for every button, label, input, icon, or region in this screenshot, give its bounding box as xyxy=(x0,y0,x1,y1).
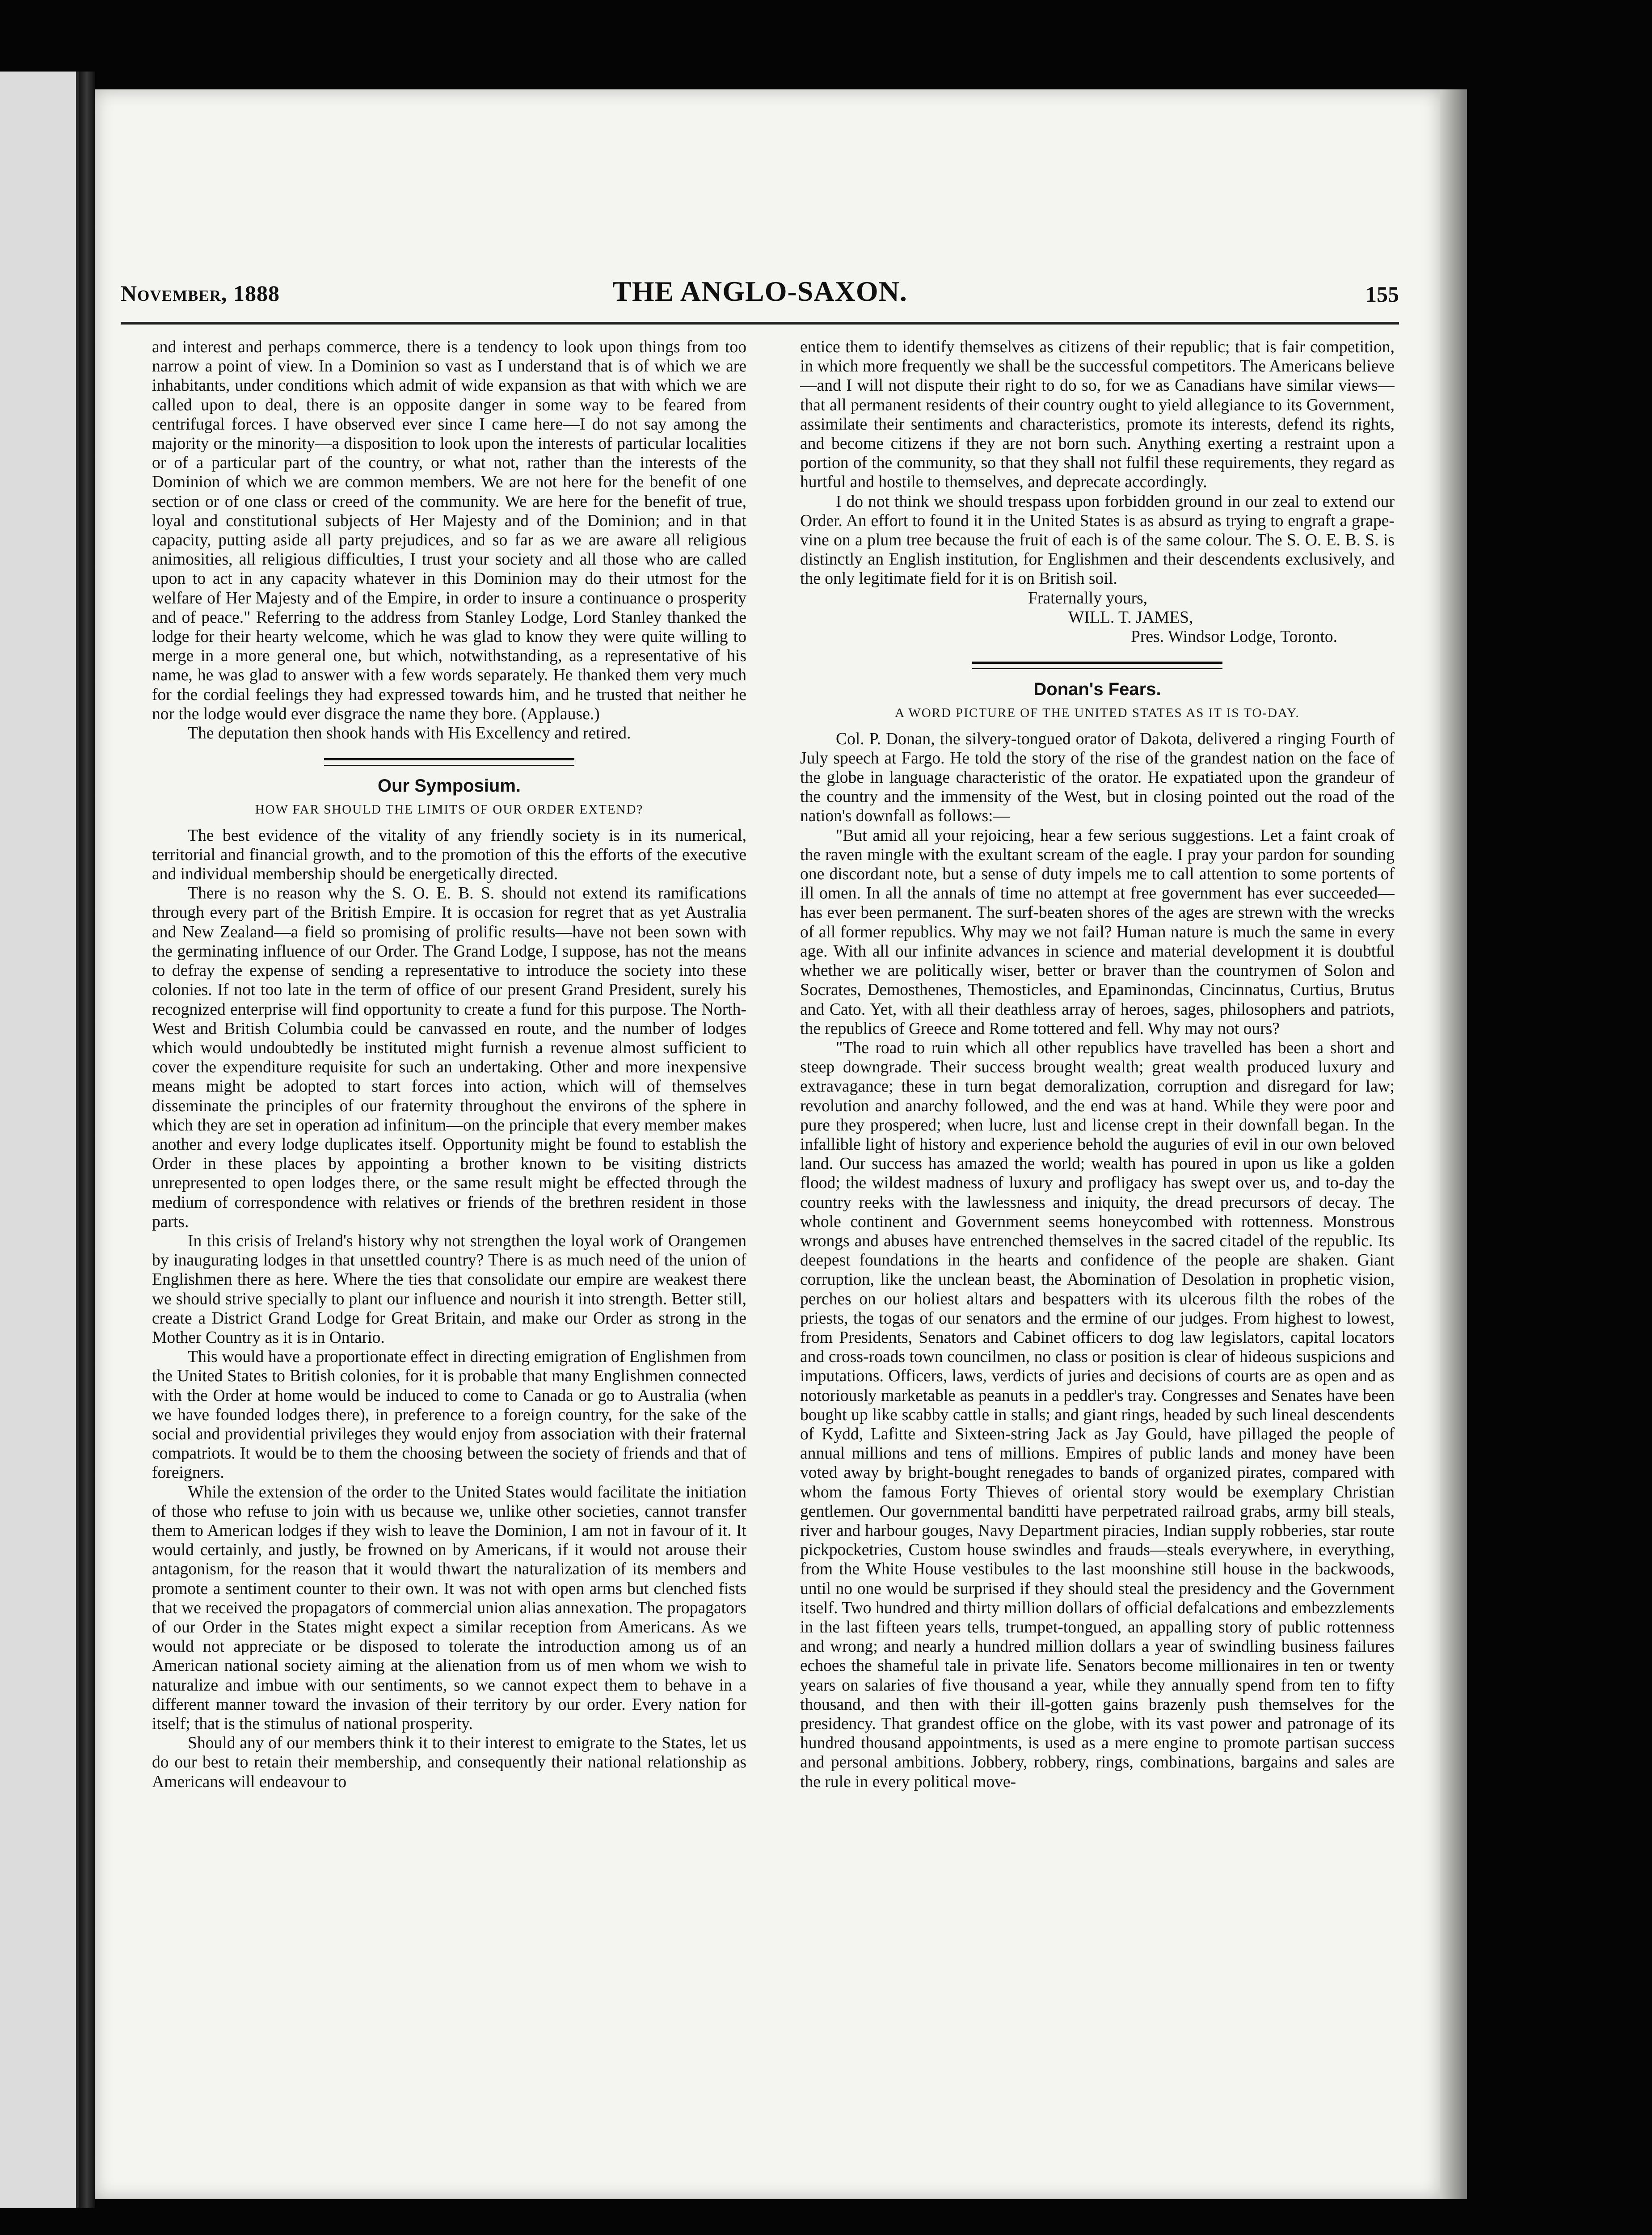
paragraph: Should any of our members think it to their interest to emigrate to the States, let us do our best to retain their membership, and consequently their national relationship as Americans will endeavour to xyxy=(152,1734,746,1791)
signature-title: Pres. Windsor Lodge, Toronto. xyxy=(1131,628,1338,646)
paragraph: While the extension of the order to the United States would facilitate the initiation of those who refuse to join with us because we, unlike other societies, cannot transfer them to American lodges if they wish to leave the Dominion, I am not in favour of it. It would certainly, and justly, be frowned on by Americans, if it would not arouse their antagonism, for the reason that it would thwart the naturalization of its members and promote a sentiment counter to their own. It was not with open arms but clenched fists that we received the propagators of commercial union alias annexation. The propagators of our Order in the States might expect a similar reception from Americans. As we would not appreciate or be disposed to tolerate the introduction among us of an American national society aiming at the alienation from us of men whom we wish to naturalize and imbue with our sentiments, so we cannot expect them to behave in a different manner toward the invasion of their territory by our order. Every nation for itself; that is the stimulus of national prosperity. xyxy=(152,1483,746,1733)
publication-title: THE ANGLO-SAXON. xyxy=(612,275,907,307)
page-number: 155 xyxy=(1365,282,1399,307)
paragraph: entice them to identify themselves as citizens of their republic; that is fair competition, in which more frequently we shall be the successful competitors. The Americans believe—and I will not dispute their right to do so, for we as Canadians have similar views—that all permanent residents of their country ought to yield allegiance to its Government, assimilate their sentiments and characteristics, promote its interests, defend its rights, and become citizens if they are not born such. Anything exerting a restraint upon a portion of the community, so that they shall not fulfil these requirements, they regard as hurtful and hostile to themselves, and deprecate accordingly. xyxy=(800,338,1395,492)
section-divider xyxy=(972,662,1222,669)
paragraph: I do not think we should trespass upon forbidden ground in our zeal to extend our Order. An effort to found it in the United States is as absurd as trying to engraft a grape-vine on a plum tree because the fruit of each is of the same colour. The S. O. E. B. S. is distinctly an English institution, for Englishmen and their descendents exclusively, and the only legitimate field for it is on British soil. xyxy=(800,492,1395,588)
section-title: Donan's Fears. xyxy=(1033,679,1161,700)
right-column xyxy=(800,337,1395,2166)
section-subtitle: HOW FAR SHOULD THE LIMITS OF OUR ORDER EXTEND? xyxy=(255,802,644,817)
section-divider xyxy=(324,758,574,766)
paragraph: "The road to ruin which all other republics have travelled has been a short and steep downgrade. Their success brought wealth; great wealth produced luxury and extravagance; these in turn begat demoralization, corruption and disregard for law; revolution and anarchy followed, and the end was at hand. While they were poor and pure they prospered; when lucre, lust and license crept in their downfall began. In the infallible light of history and experience behold the auguries of evil in our own beloved land. Our success has amazed the world; wealth has poured in upon us like a golden flood; the wildest madness of luxury and profligacy has swept over us, and to-day the country reeks with the lawlessness and iniquity, the dread precursors of decay. The whole continent and Government seems honeycombed with rottenness. Monstrous wrongs and abuses have entrenched themselves in the sacred citadel of the republic. Its deepest foundations in the hearts and confidence of the people are shaken. Giant corruption, like the unclean beast, the Abomination of Desolation in prophetic vision, perches on our holiest altars and bespatters with its ulcerous filth the robes of the priests, the togas of our senators and the ermine of our judges. From highest to lowest, from Presidents, Senators and Cabinet officers to dog law legislators, capital locators and cross-roads town councilmen, no class or position is clear of hideous suspicions and imputations. Officers, laws, verdicts of juries and decisions of courts are as open and as notoriously marketable as peanuts in a peddler's tray. Congresses and Senates have been bought up like scabby cattle in stalls; and giant rings, headed by such lineal descendents of Kydd, Lafitte and Sixteen-string Jack as Jay Gould, have pillaged the people of annual millions and tens of millions. Empires of public lands and money have been voted away by bright-bought renegades to bands of organized pirates, compared with whom the famous Forty Thieves of oriental story would be exemplary Christian gentlemen. Our governmental banditti have perpetrated railroad grabs, army bill steals, river and harbour gouges, Navy Department piracies, Indian supply robberies, star route pickpocketries, Custom house swindles and frauds—steals everywhere, in everything, from the White House vestibules to the last moonshine still house in the backwoods, until no one would be surprised if they should steal the presidency and the Government itself. Two hundred and thirty million dollars of official defalcations and embezzlements in the last fifteen years tells, trumpet-tongued, an appalling story of public rottenness and wrong; and nearly a hundred million dollars a year of swindling business failures echoes the shameful tale in private life. Senators become millionaires in ten or twenty years on salaries of five thousand a year, while they annually spend from ten to fifty thousand, and then with their ill-gotten gains brazenly push themselves for the presidency. That grandest office on the globe, with its vast power and patronage of its hundred thousand appointments, is used as a mere engine to promote partisan success and personal ambitions. Jobbery, robbery, rings, combinations, bargains and sales are the rule in every political move- xyxy=(800,1038,1395,1791)
running-head xyxy=(121,275,1399,315)
paragraph: The deputation then shook hands with His Excellency and retired. xyxy=(188,724,631,743)
paragraph: Col. P. Donan, the silvery-tongued orator of Dakota, delivered a ringing Fourth of July speech at Fargo. He told the story of the rise of the grandest nation on the face of the globe in language characteristic of the orator. He expatiated upon the grandeur of the country and the immensity of the West, but in closing pointed out the road of the nation's downfall as follows:— xyxy=(800,730,1395,826)
facing-page-edge xyxy=(0,72,79,2208)
paragraph: The best evidence of the vitality of any friendly society is in its numerical, territorial and financial growth, and to the promotion of this the efforts of the executive and individual membership should be energetically directed. xyxy=(152,826,746,884)
left-column xyxy=(152,337,746,2166)
paragraph: There is no reason why the S. O. E. B. S. should not extend its ramifications through every part of the British Empire. It is occasion for regret that as yet Australia and New Zealand—a field so promising of prolific results—have not been sown with the germinating influence of our Order. The Grand Lodge, I suppose, has not the means to defray the expense of sending a representative to introduce the society into these colonies. If not too late in the term of office of our present Grand President, surely his recognized enterprise will find opportunity to create a fund for this purpose. The North-West and British Columbia could be canvassed en route, and the number of lodges which would undoubtedly be instituted might furnish a revenue almost sufficient to cover the expenditure requisite for such an undertaking. Other and more inexpensive means might be adopted to start forces into action, which will of themselves disseminate the principles of our fraternity throughout the environs of the sphere in which they are set in operation ad infinitum—on the principle that every member makes another and every lodge duplicates itself. Opportunity might be found to establish the Order in these places by appointing a brother known to be visiting districts unrepresented to open lodges there, or the same result might be effected through the medium of correspondence with relatives or friends of the brethren resident in those parts. xyxy=(152,884,746,1231)
page-right-edge xyxy=(1440,89,1467,2199)
letter-signature: WILL. T. JAMES, xyxy=(1068,608,1193,627)
paragraph: and interest and perhaps commerce, there is a tendency to look upon things from too narrow a point of view. In a Dominion so vast as I understand that is of which we are inhabitants, under conditions which admit of wide expansion as that with which we are called upon to deal, there is an opposite danger in some way to be feared from centrifugal forces. I have observed ever since I came here—I do not say among the majority or the minority—a disposition to look upon the interests of particular localities or of a particular part of the country, or what not, rather than the interests of the Dominion of which we are common members. We are not here for the benefit of one section or of one class or creed of the community. We are here for the benefit of true, loyal and constitutional subjects of Her Majesty and of the Dominion; and in that capacity, putting aside all party prejudices, and so far as we are aware all religious animosities, all religious difficulties, I trust your society and all those who are called upon to act in any capacity whatever in this Dominion may do their utmost for the welfare of Her Majesty and of the Empire, in order to insure a continuance o prosperity and of peace." Referring to the address from Stanley Lodge, Lord Stanley thanked the lodge for their hearty welcome, which he was glad to know they were quite willing to merge in a more general one, but which, notwithstanding, as a representative of his name, he was glad to answer with a few words separately. He thanked them very much for the cordial feelings they had expressed towards him, and he trusted that neither he nor the lodge would ever disgrace the name they bore. (Applause.) xyxy=(152,338,746,723)
book-gutter xyxy=(79,72,95,2208)
letter-closing: Fraternally yours, xyxy=(1028,589,1148,607)
section-title: Our Symposium. xyxy=(377,776,521,796)
paragraph: "But amid all your rejoicing, hear a few serious suggestions. Let a faint croak of the raven mingle with the exultant scream of the eagle. I pray your pardon for sounding one discordant note, but a sense of duty impels me to call attention to some portents of ill omen. In all the annals of time no attempt at free government has ever succeeded—has ever been permanent. The surf-beaten shores of the ages are strewn with the wrecks of all former republics. Why may we not fail? Human nature is much the same in every age. With all our infinite advances in science and material development it is doubtful whether we are politically wiser, better or braver than the countrymen of Solon and Socrates, Demosthenes, Themosticles, and Epaminondas, Cincinnatus, Curtius, Brutus and Cato. Yet, with all their deathless array of heroes, sages, philosophers and patriots, the republics of Greece and Rome tottered and fell. Why may not ours? xyxy=(800,826,1395,1038)
paragraph: In this crisis of Ireland's history why not strengthen the loyal work of Orangemen by inaugurating lodges in that unsettled country? There is as much need of the union of Englishmen there as here. Where the ties that consolidate our empire are weakest there we should strive specially to plant our influence and nourish it into strength. Better still, create a District Grand Lodge for Great Britain, and make our Order as strong in the Mother Country as it is in Ontario. xyxy=(152,1231,746,1347)
issue-date: November, 1888 xyxy=(121,281,280,306)
header-rule xyxy=(121,322,1399,325)
section-subtitle: A WORD PICTURE OF THE UNITED STATES AS IT IS TO-DAY. xyxy=(895,706,1300,721)
paragraph: This would have a proportionate effect in directing emigration of Englishmen from the United States to British colonies, for it is probable that many Englishmen connected with the Order at home would be induced to come to Canada or go to Australia (when we have founded lodges there), in preference to a foreign country, for the sake of the social and providential privileges they would enjoy from association with their fraternal compatriots. It would be to them the choosing between the society of friends and that of foreigners. xyxy=(152,1348,746,1482)
